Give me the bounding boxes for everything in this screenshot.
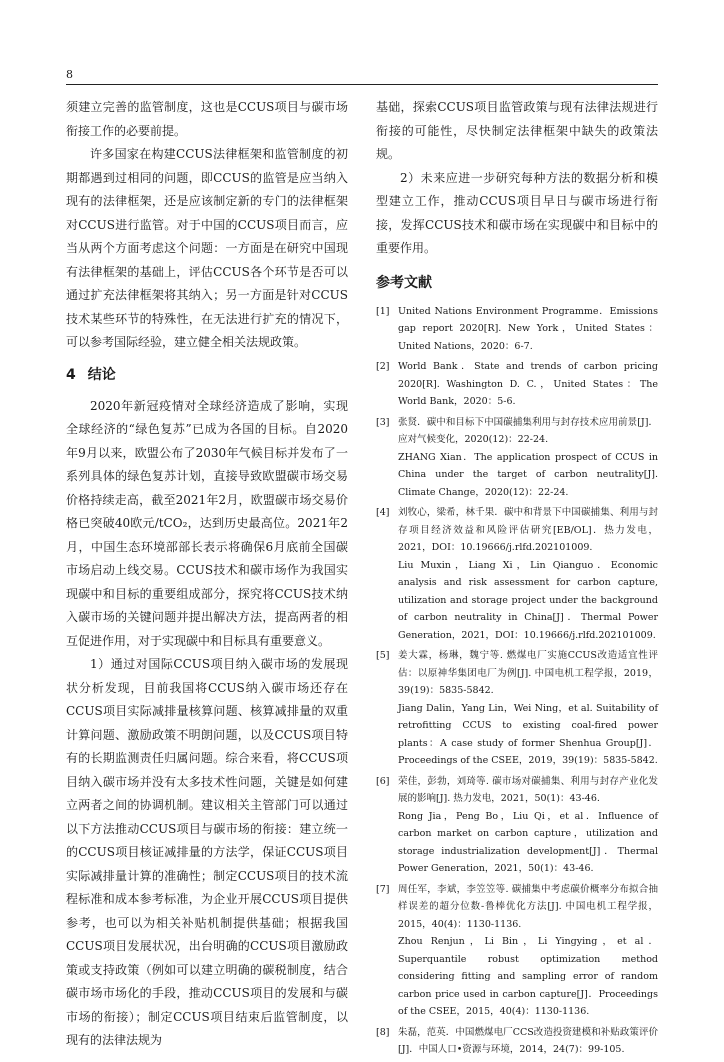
right-column: [376, 96, 658, 1062]
reference-text: [398, 414, 658, 502]
reference-line: United Nations Environment Programme．Emissions gap report 2020[R]. New York，United States：United Nations，2020：6-7.: [398, 305, 658, 352]
reference-text: [398, 504, 658, 644]
paragraph: 2）未来应进一步研究每种方法的数据分析和模型建立工作，推动CCUS项目早日与碳市场进行衔接，发挥CCUS技术和碳市场在实现碳中和目标中的重要作用。: [376, 170, 658, 255]
reference-line: ZHANG Xian．The application prospect of CCUS in China under the target of carbon neutrality[J]. Climate Change，2020(12)：22-24.: [398, 451, 658, 498]
reference-text: [398, 773, 658, 878]
reference-line: 周任军，李斌，李笠笠等. 碳捕集中考虑碳价概率分布拟合抽样误差的超分位数-鲁棒优化方法[J]. 中国电机工程学报，2015，40(4)：1130-1136.: [398, 883, 658, 930]
reference-number: [4]: [376, 507, 390, 518]
reference-number: [6]: [376, 775, 390, 787]
reference-line: 张贤．碳中和目标下中国碳捕集利用与封存技术应用前景[J]．应对气候变化，2020(12)：22-24.: [398, 416, 658, 445]
left-column: [66, 96, 348, 1053]
paragraph: 基础，探索CCUS项目监管政策与现有法律法规进行衔接的可能性，尽快制定法律框架中缺失的政策法规。: [376, 100, 658, 161]
reference-line: World Bank．State and trends of carbon pricing 2020[R]. Washington D. C.，United States：The World Bank，2020：5-6.: [398, 361, 658, 407]
reference-item: [376, 1024, 658, 1059]
section-heading: [66, 365, 348, 385]
reference-list: [376, 303, 658, 1059]
paragraph: 许多国家在构建CCUS法律框架和监管制度的初期都遇到过相同的问题，即CCUS的监管是应当纳入现有的法律框架，还是应该制定新的专门的法律框架对CCUS进行监管。对于中国的CCUS项目而言，应当从两个方面考虑这个问题：一方面是在研究中国现有法律框架的基础上，评估CCUS各个环节是否可以通过扩充法律框架将其纳入；另一方面是针对CCUS技术某些环节的特殊性，在无法进行扩充的情况下，可以参考国际经验，建立健全相关法规政策。: [66, 147, 348, 349]
reference-text: [398, 303, 658, 356]
reference-number: [2]: [376, 361, 390, 372]
header-rule: [66, 84, 658, 85]
paragraph: 1）通过对国际CCUS项目纳入碳市场的发展现状分析发现，目前我国将CCUS纳入碳市场还存在CCUS项目实际减排量核算问题、核算减排量的双重计算问题、激励政策不明朗问题，以及CCUS项目特有的长期监测责任归属问题。综合来看，将CCUS项目纳入碳市场并没有太多技术性问题，关键是如何建立两者之间的协调机制。建议相关主管部门可以通过以下方法推动CCUS项目与碳市场的衔接：建立统一的CCUS项目核证减排量的方法学，保证CCUS项目实际减排量计算的准确性；制定CCUS项目的技术流程标准和成本参考标准，为企业开展CCUS项目提供参考，也可以为相关补贴机制提供基础；根据我国CCUS项目发展状况，出台明确的CCUS项目激励政策或支持政策（例如可以建立明确的碳税制度，结合碳市场市场化的手段，推动CCUS项目的发展和与碳市场的衔接）；制定CCUS项目结束后监管制度，以现有的法律法规为: [66, 657, 348, 1047]
reference-number: [1]: [376, 305, 390, 317]
reference-line: 刘牧心，梁希，林千果．碳中和背景下中国碳捕集、利用与封存项目经济效益和风险评估研究[EB/OL]．热力发电，2021，DOI：10.19666/j.rlfd.202101009.: [398, 507, 658, 553]
reference-item: [376, 647, 658, 770]
reference-item: [376, 414, 658, 502]
reference-line: 姜大霖，杨琳，魏宁等. 燃煤电厂实施CCUS改造适宜性评估：以原神华集团电厂为例[J]. 中国电机工程学报，2019，39(19)：5835-5842.: [398, 650, 658, 696]
reference-line: 荣佳，彭勃，刘琦等. 碳市场对碳捕集、利用与封存产业化发展的影响[J]. 热力发电，2021，50(1)：43-46.: [398, 775, 658, 804]
reference-line: Jiang Dalin，Yang Lin，Wei Ning，et al. Suitability of retrofitting CCUS to existing coal-fired power plants：A case study of former Shenhua Group[J]．Proceedings of the CSEE，2019，39(19)：5835-5842.: [398, 702, 658, 766]
section-number: 4: [66, 366, 76, 383]
reference-text: [398, 881, 658, 1021]
paragraph: 2020年新冠疫情对全球经济造成了影响，实现全球经济的“绿色复苏”已成为各国的目标。自2020年9月以来，欧盟公布了2030年气候目标并发布了一系列具体的绿色复苏计划，直接导致欧盟碳市场交易价格持续走高，截至2021年2月，欧盟碳市场交易价格已突破40欧元/tCO₂，达到历史最高位。2021年2月，中国生态环境部部长表示将确保6月底前全国碳市场启动上线交易。CCUS技术和碳市场作为我国实现碳中和目标的重要组成部分，探究将CCUS技术纳入碳市场的关键问题并提出解决方法，提高两者的相互促进作用，对于实现碳中和目标具有重要意义。: [66, 398, 348, 648]
reference-line: Rong Jia，Peng Bo，Liu Qi，et al．Influence of carbon market on carbon capture，utilization and storage industrialization development[J]．Thermal Power Generation，2021，50(1)：43-46.: [398, 810, 658, 874]
reference-number: [7]: [376, 883, 390, 895]
reference-text: [398, 647, 658, 770]
references-heading: 参考文献: [376, 274, 432, 291]
reference-number: [8]: [376, 1026, 390, 1038]
reference-line: Liu Muxin，Liang Xi，Lin Qianguo．Economic analysis and risk assessment for carbon capture, utilization and storage project under the background of carbon neutrality in China[J]．Thermal Power Generation，2021，DOI：10.19666/j.rlfd.202101009.: [398, 559, 658, 641]
paragraph: 须建立完善的监管制度，这也是CCUS项目与碳市场衔接工作的必要前提。: [66, 100, 348, 138]
reference-item: [376, 773, 658, 878]
reference-text: [398, 358, 658, 411]
reference-text: [398, 1024, 658, 1059]
reference-item: [376, 303, 658, 356]
reference-item: [376, 504, 658, 644]
reference-number: [5]: [376, 650, 390, 661]
reference-item: [376, 881, 658, 1021]
reference-line: Zhou Renjun，Li Bin，Li Yingying，et al．Superquantile robust optimization method considering fitting and sampling error of random carbon price used in carbon capture[J]．Proceedings of the CSEE，2015，40(4)：1130-1136.: [398, 936, 658, 1017]
reference-line: 朱磊，范英．中国燃煤电厂CCS改造投资建模和补贴政策评价[J]．中国人口•资源与环境，2014，24(7)：99-105.: [398, 1026, 658, 1055]
reference-item: [376, 358, 658, 411]
page-number: 8: [66, 68, 73, 81]
reference-number: [3]: [376, 416, 390, 428]
section-title: 结论: [87, 366, 116, 383]
